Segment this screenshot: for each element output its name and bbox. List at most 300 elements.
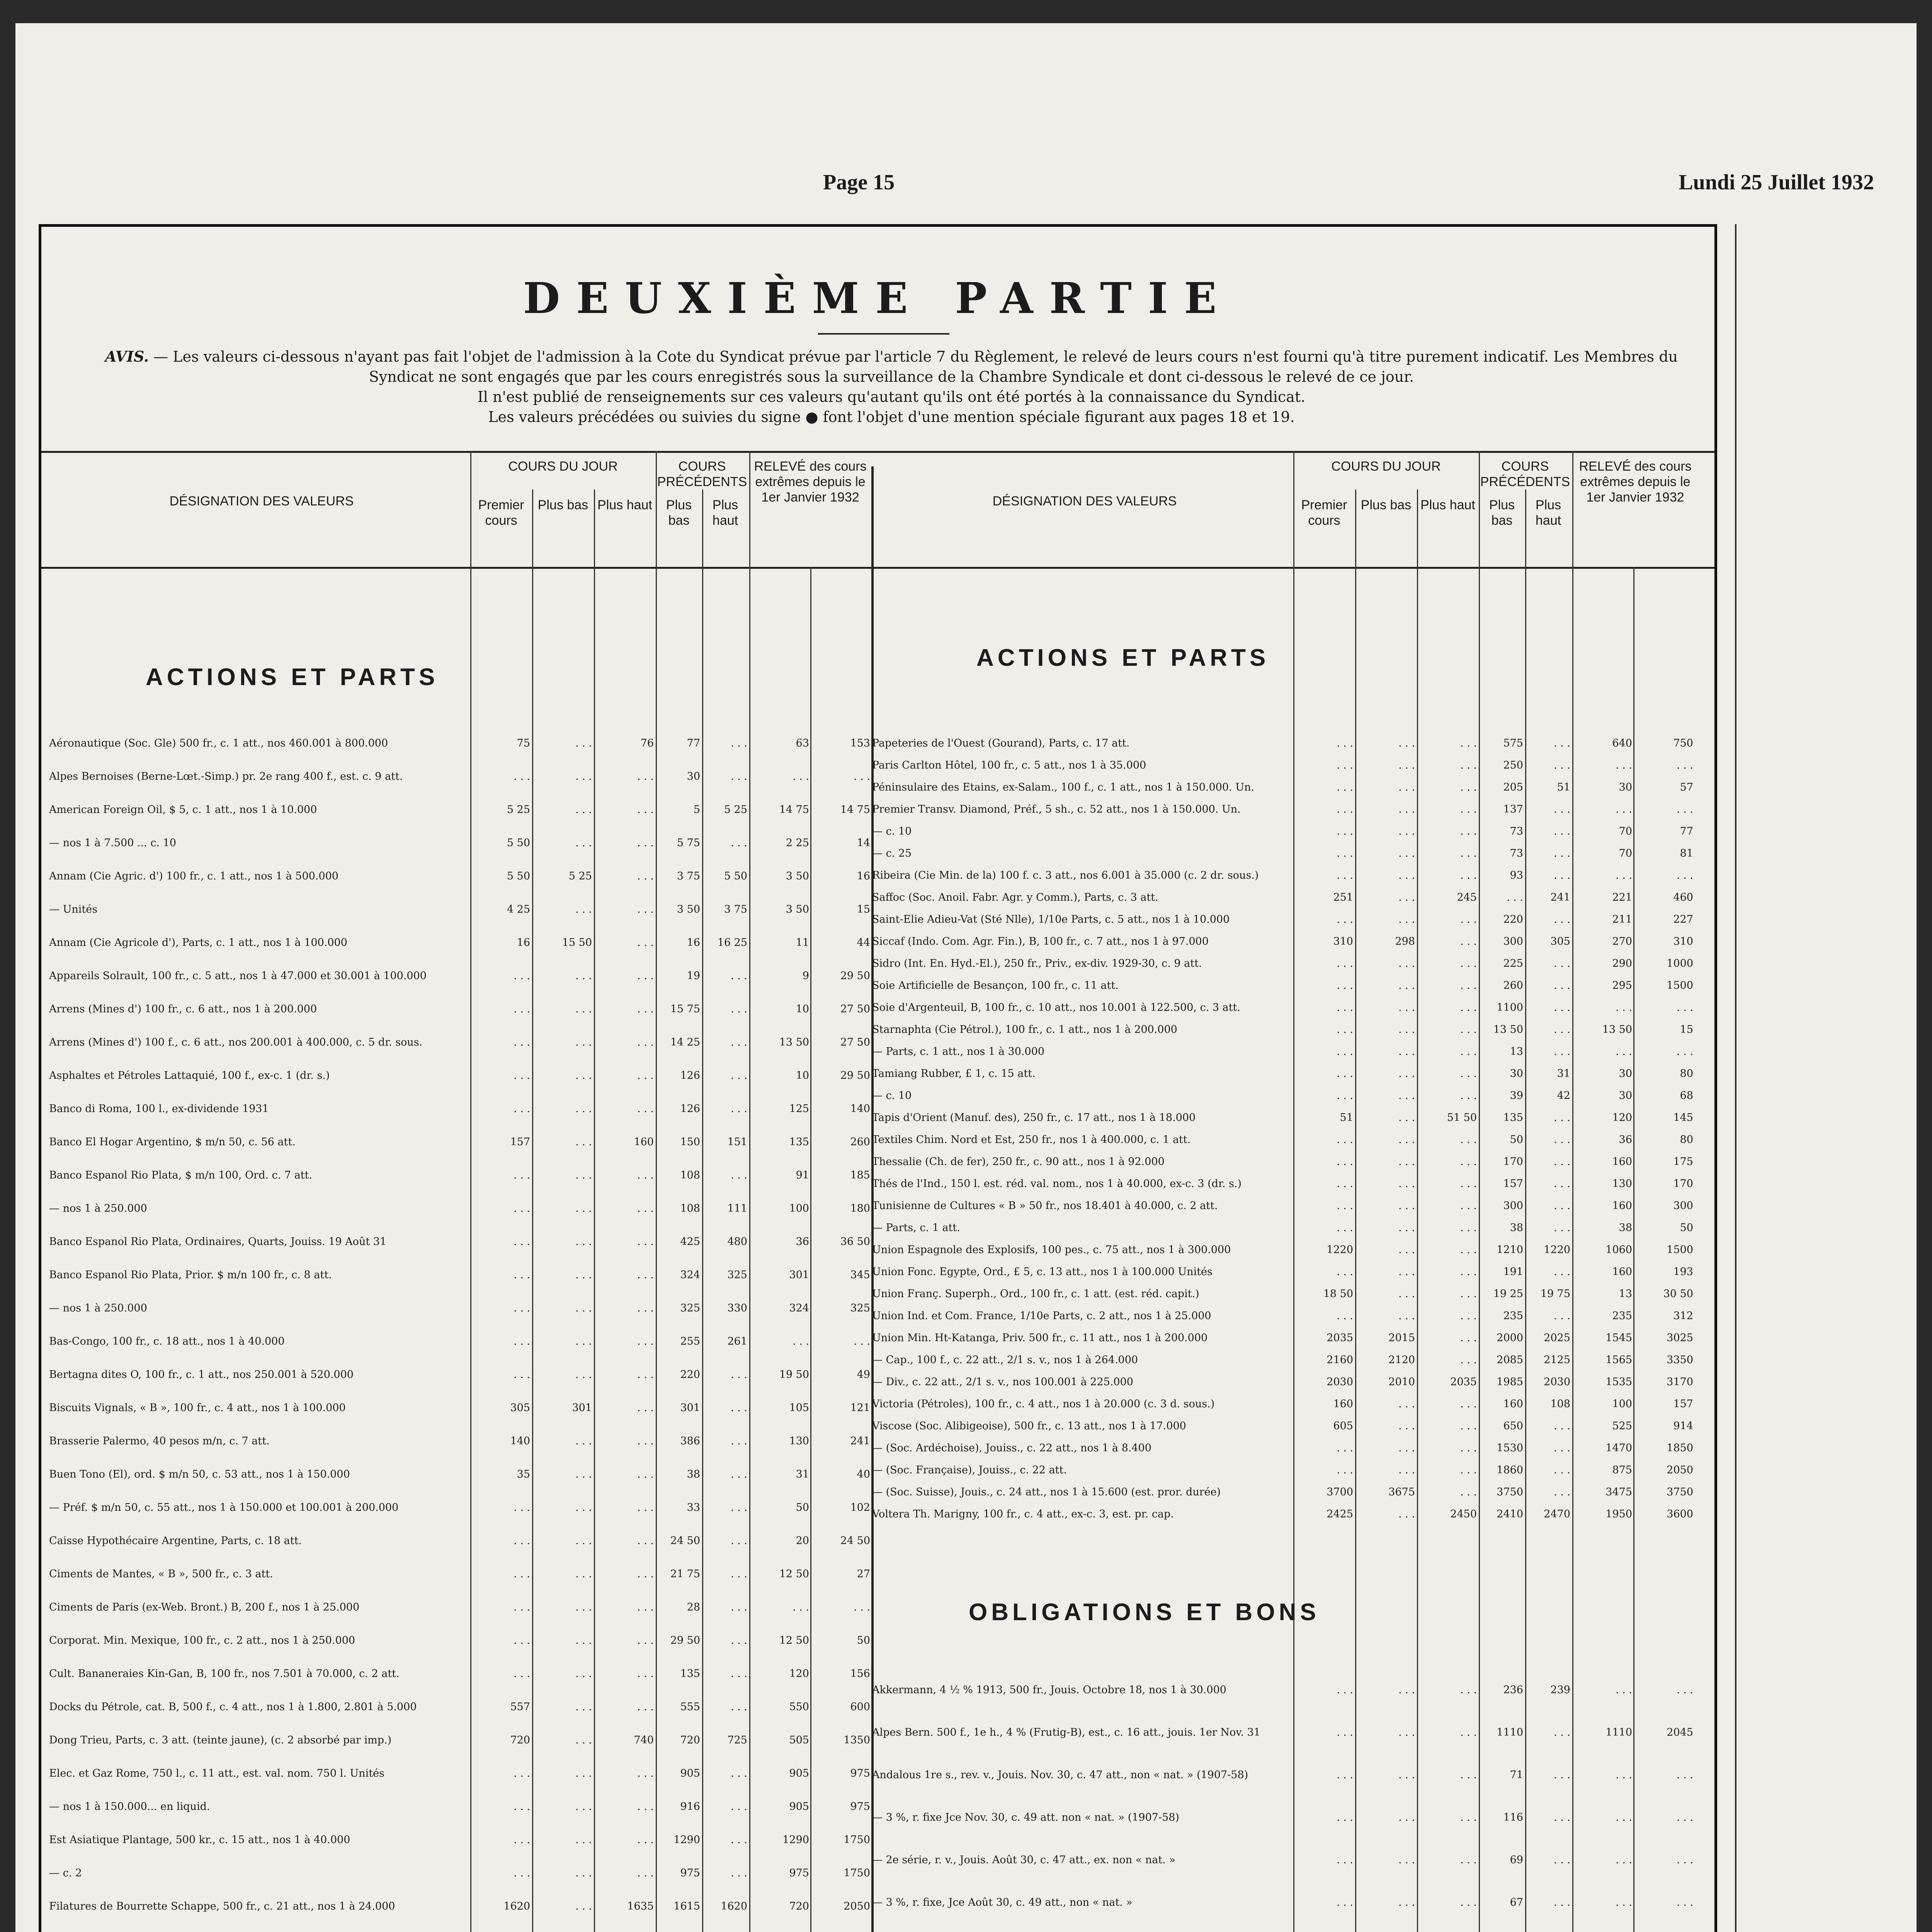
prev-plus-haut: 480 <box>727 1236 747 1248</box>
col-rule <box>470 451 471 1932</box>
plus-bas: . . . <box>575 1601 592 1613</box>
premier-cours: . . . <box>1337 1442 1353 1454</box>
releve-haut: 750 <box>1673 737 1693 749</box>
prev-plus-bas: 33 <box>687 1502 700 1514</box>
plus-bas: 301 <box>572 1402 592 1414</box>
security-name: Aéronautique (Soc. Gle) 500 fr., c. 1 att., nos 460.001 à 800.000 <box>49 737 388 749</box>
prev-plus-bas: 29 50 <box>670 1634 700 1646</box>
releve-haut: 180 <box>850 1202 870 1214</box>
releve-haut: . . . <box>854 1335 870 1347</box>
right-plus-bas-header: Plus bas <box>1361 498 1412 512</box>
releve-haut: . . . <box>854 1601 870 1613</box>
prev-plus-bas: 205 <box>1503 781 1523 793</box>
releve-haut: 185 <box>850 1169 870 1181</box>
prev-plus-haut: 725 <box>727 1734 747 1746</box>
releve-bas: 3 50 <box>786 870 809 882</box>
prev-plus-bas: 575 <box>1503 737 1523 749</box>
plus-haut: . . . <box>1460 869 1477 881</box>
releve-haut: 14 75 <box>840 804 870 816</box>
security-name: — 3 %, r. fixe, Jce Août 30, c. 49 att., non « nat. » <box>872 1896 1133 1908</box>
releve-haut: . . . <box>1677 1896 1693 1908</box>
security-name: Saffoc (Soc. Anoil. Fabr. Agr. y Comm.), Parts, c. 3 att. <box>872 891 1158 903</box>
releve-bas: 1470 <box>1605 1442 1632 1454</box>
prev-plus-haut: . . . <box>1554 1222 1570 1234</box>
plus-haut: . . . <box>1460 1726 1477 1738</box>
plus-bas: . . . <box>575 1269 592 1281</box>
premier-cours: 1220 <box>1327 1244 1353 1256</box>
prev-plus-haut: 111 <box>727 1202 747 1214</box>
releve-bas: 525 <box>1612 1420 1632 1432</box>
premier-cours: . . . <box>1337 781 1353 793</box>
prev-plus-haut: . . . <box>1554 1178 1570 1190</box>
prev-plus-bas: 160 <box>1503 1398 1523 1410</box>
releve-bas: . . . <box>1616 759 1632 771</box>
plus-haut: 245 <box>1457 891 1477 903</box>
premier-cours: . . . <box>1337 869 1353 881</box>
prev-plus-haut: . . . <box>1554 1156 1570 1168</box>
col-rule <box>532 490 533 1932</box>
left-cours-precedents-header: COURS PRÉCÉDENTS <box>657 459 747 489</box>
prev-plus-bas: 116 <box>1503 1811 1523 1823</box>
prev-plus-bas: 13 50 <box>1493 1024 1523 1036</box>
plus-bas: . . . <box>1398 1420 1415 1432</box>
releve-haut: 24 50 <box>840 1535 870 1547</box>
security-name: — 3 %, r. fixe Jce Nov. 30, c. 49 att. non « nat. » (1907-58) <box>872 1811 1179 1823</box>
premier-cours: 140 <box>510 1435 530 1447</box>
releve-haut: 15 <box>857 903 870 915</box>
plus-bas: . . . <box>575 1568 592 1580</box>
plus-bas: . . . <box>1398 1178 1415 1190</box>
releve-bas: 130 <box>1612 1178 1632 1190</box>
prev-plus-haut: . . . <box>731 1601 747 1613</box>
prev-plus-haut: 3 75 <box>724 903 747 915</box>
releve-haut: 975 <box>850 1767 870 1779</box>
security-name: — nos 1 à 150.000... en liquid. <box>49 1801 210 1813</box>
releve-haut: 227 <box>1673 913 1693 925</box>
prev-plus-bas: 220 <box>680 1369 700 1381</box>
plus-bas: . . . <box>575 1369 592 1381</box>
prev-plus-haut: . . . <box>1554 1266 1570 1278</box>
releve-haut: 50 <box>857 1634 870 1646</box>
releve-haut: 29 50 <box>840 970 870 982</box>
plus-bas: . . . <box>1398 825 1415 837</box>
premier-cours: . . . <box>514 1302 530 1314</box>
premier-cours: 1620 <box>503 1900 530 1912</box>
prev-plus-bas: . . . <box>1507 891 1523 903</box>
security-name: Akkermann, 4 ½ % 1913, 500 fr., Jouis. Octobre 18, nos 1 à 30.000 <box>872 1684 1226 1696</box>
plus-bas: . . . <box>1398 1134 1415 1146</box>
premier-cours: . . . <box>514 1867 530 1879</box>
premier-cours: . . . <box>514 1269 530 1281</box>
prev-plus-bas: 1100 <box>1497 1002 1523 1014</box>
prev-plus-haut: 241 <box>1550 891 1570 903</box>
releve-bas: . . . <box>1616 1896 1632 1908</box>
releve-bas: 1060 <box>1605 1244 1632 1256</box>
plus-bas: . . . <box>575 837 592 849</box>
left-prev-plus-haut-header: Plus haut <box>712 498 738 528</box>
releve-haut: 600 <box>850 1701 870 1713</box>
right-prev-plus-bas-header: Plus bas <box>1489 498 1515 528</box>
security-name: Banco Espanol Rio Plata, Prior. $ m/n 100 fr., c. 8 att. <box>49 1269 332 1281</box>
plus-bas: . . . <box>575 1103 592 1115</box>
col-rule <box>810 567 811 1932</box>
releve-bas: 70 <box>1619 825 1632 837</box>
prev-plus-bas: 135 <box>1503 1112 1523 1124</box>
security-name: Arrens (Mines d') 100 fr., c. 6 att., nos 1 à 200.000 <box>49 1003 317 1015</box>
notice-line-1: — Les valeurs ci-dessous n'ayant pas fait l'objet de l'admission à la Cote du Syndicat prévue par l'article 7 du Règlement, le relevé de leurs cours n'est fourni qu'à titre purement indicatif. Les Membres du <box>149 348 1678 365</box>
left-plus-haut-header: Plus haut <box>597 498 652 512</box>
releve-haut: 3170 <box>1667 1376 1693 1388</box>
prev-plus-bas: 650 <box>1503 1420 1523 1432</box>
releve-bas: 70 <box>1619 847 1632 859</box>
releve-haut: 975 <box>850 1801 870 1813</box>
prev-plus-haut: . . . <box>1554 1420 1570 1432</box>
plus-bas: . . . <box>1398 737 1415 749</box>
plus-bas: . . . <box>575 1734 592 1746</box>
premier-cours: . . . <box>514 1369 530 1381</box>
left-prev-plus-bas-header: Plus bas <box>666 498 692 528</box>
premier-cours: 557 <box>510 1701 530 1713</box>
releve-haut: 3600 <box>1667 1508 1693 1520</box>
releve-bas: . . . <box>793 1601 809 1613</box>
prev-plus-haut: 5 25 <box>724 804 747 816</box>
plus-haut: . . . <box>1460 825 1477 837</box>
prev-plus-haut: 1220 <box>1544 1244 1570 1256</box>
releve-bas: 13 50 <box>779 1036 809 1048</box>
plus-haut: . . . <box>1460 913 1477 925</box>
page-margin <box>1735 224 1910 1932</box>
releve-haut: 14 <box>857 837 870 849</box>
prev-plus-haut: 2030 <box>1544 1376 1570 1388</box>
prev-plus-bas: 30 <box>687 770 700 782</box>
releve-haut: 300 <box>1673 1200 1693 1212</box>
premier-cours: . . . <box>514 970 530 982</box>
releve-bas: . . . <box>1616 1046 1632 1058</box>
security-name: Annam (Cie Agricole d'), Parts, c. 1 att., nos 1 à 100.000 <box>49 937 347 949</box>
header-top-rule <box>41 451 1714 453</box>
prev-plus-haut: . . . <box>731 1435 747 1447</box>
prev-plus-haut: 51 <box>1557 781 1570 793</box>
plus-haut: . . . <box>1460 1178 1477 1190</box>
releve-bas: 12 50 <box>779 1568 809 1580</box>
plus-haut: . . . <box>1460 980 1477 992</box>
plus-bas: . . . <box>575 1834 592 1846</box>
releve-haut: 3025 <box>1667 1332 1693 1344</box>
prev-plus-bas: 324 <box>680 1269 700 1281</box>
premier-cours: . . . <box>1337 957 1353 969</box>
left-premier-header: Premier cours <box>478 498 524 528</box>
prev-plus-haut: 42 <box>1557 1090 1570 1102</box>
security-name: Victoria (Pétroles), 100 fr., c. 4 att., nos 1 à 20.000 (c. 3 d. sous.) <box>872 1398 1215 1410</box>
premier-cours: . . . <box>514 1335 530 1347</box>
releve-bas: 1290 <box>782 1834 809 1846</box>
prev-plus-bas: 93 <box>1510 869 1523 881</box>
plus-bas: . . . <box>1398 1896 1415 1908</box>
releve-haut: . . . <box>1677 1854 1693 1866</box>
prev-plus-haut: . . . <box>1554 1464 1570 1476</box>
plus-bas: . . . <box>575 1302 592 1314</box>
prev-plus-bas: 1860 <box>1497 1464 1523 1476</box>
releve-bas: 1545 <box>1605 1332 1632 1344</box>
premier-cours: . . . <box>514 1236 530 1248</box>
plus-haut: . . . <box>1460 1090 1477 1102</box>
security-name: — Préf. $ m/n 50, c. 55 att., nos 1 à 150.000 et 100.001 à 200.000 <box>49 1502 399 1514</box>
releve-haut: 81 <box>1680 847 1693 859</box>
title-rule <box>818 333 949 335</box>
premier-cours: 5 50 <box>507 870 530 882</box>
premier-cours: . . . <box>1337 1200 1353 1212</box>
prev-plus-bas: 16 <box>687 937 700 949</box>
right-premier-header: Premier cours <box>1301 498 1347 528</box>
premier-cours: . . . <box>1337 980 1353 992</box>
releve-haut: 140 <box>850 1103 870 1115</box>
plus-bas: . . . <box>575 1900 592 1912</box>
security-name: Tamiang Rubber, £ 1, c. 15 att. <box>872 1068 1036 1080</box>
plus-haut: . . . <box>637 1468 654 1480</box>
security-name: Banco Espanol Rio Plata, Ordinaires, Quarts, Jouiss. 19 Août 31 <box>49 1236 387 1248</box>
plus-haut: . . . <box>637 1834 654 1846</box>
col-rule <box>702 490 703 1932</box>
prev-plus-haut: 2125 <box>1544 1354 1570 1366</box>
plus-bas: . . . <box>1398 913 1415 925</box>
plus-haut: . . . <box>1460 1486 1477 1498</box>
plus-bas: . . . <box>575 1767 592 1779</box>
premier-cours: . . . <box>514 1036 530 1048</box>
security-name: Asphaltes et Pétroles Lattaquié, 100 f., ex-c. 1 (dr. s.) <box>49 1070 330 1082</box>
releve-bas: 2 25 <box>786 837 809 849</box>
plus-haut: . . . <box>637 1269 654 1281</box>
prev-plus-bas: 425 <box>680 1236 700 1248</box>
premier-cours: 2160 <box>1327 1354 1353 1366</box>
plus-bas: . . . <box>1398 1769 1415 1781</box>
premier-cours: . . . <box>514 1003 530 1015</box>
plus-haut: . . . <box>1460 1464 1477 1476</box>
releve-bas: 13 <box>1619 1288 1632 1300</box>
prev-plus-haut: . . . <box>731 737 747 749</box>
security-name: — nos 1 à 250.000 <box>49 1202 147 1214</box>
releve-haut: 1000 <box>1667 957 1693 969</box>
right-section-title: ACTIONS ET PARTS <box>976 645 1270 671</box>
notice-line-4: Les valeurs précédées ou suivies du signe ● font l'objet d'une mention spéciale figurant aux pages 18 et 19. <box>488 408 1295 425</box>
releve-bas: . . . <box>1616 1854 1632 1866</box>
premier-cours: . . . <box>1337 913 1353 925</box>
releve-haut: 325 <box>850 1302 870 1314</box>
plus-bas: . . . <box>575 1036 592 1048</box>
releve-bas: 221 <box>1612 891 1632 903</box>
releve-bas: 301 <box>789 1269 809 1281</box>
prev-plus-haut: . . . <box>731 1036 747 1048</box>
releve-haut: 312 <box>1673 1310 1693 1322</box>
security-name: Voltera Th. Marigny, 100 fr., c. 4 att., ex-c. 3, est. pr. cap. <box>872 1508 1174 1520</box>
plus-bas: . . . <box>1398 1222 1415 1234</box>
premier-cours: . . . <box>1337 1024 1353 1036</box>
prev-plus-bas: 235 <box>1503 1310 1523 1322</box>
prev-plus-bas: 191 <box>1503 1266 1523 1278</box>
releve-bas: 19 50 <box>779 1369 809 1381</box>
security-name: Caisse Hypothécaire Argentine, Parts, c. 18 att. <box>49 1535 302 1547</box>
releve-haut: 460 <box>1673 891 1693 903</box>
security-name: Ciments de Mantes, « B », 500 fr., c. 3 att. <box>49 1568 273 1580</box>
security-name: Ribeira (Cie Min. de la) 100 f. c. 3 att., nos 6.001 à 35.000 (c. 2 dr. sous.) <box>872 869 1259 881</box>
releve-haut: 1750 <box>844 1834 870 1846</box>
prev-plus-bas: 24 50 <box>670 1535 700 1547</box>
plus-haut: . . . <box>1460 1244 1477 1256</box>
security-name: Union Espagnole des Explosifs, 100 pes., c. 75 att., nos 1 à 300.000 <box>872 1244 1231 1256</box>
plus-haut: 2450 <box>1450 1508 1477 1520</box>
plus-haut: . . . <box>637 1568 654 1580</box>
releve-bas: 324 <box>789 1302 809 1314</box>
prev-plus-haut: . . . <box>731 770 747 782</box>
obligations-section-title: OBLIGATIONS ET BONS <box>969 1599 1320 1626</box>
prev-plus-haut: . . . <box>731 1867 747 1879</box>
releve-haut: 27 50 <box>840 1003 870 1015</box>
plus-haut: . . . <box>637 1369 654 1381</box>
plus-bas: . . . <box>1398 1200 1415 1212</box>
releve-haut: 44 <box>857 937 870 949</box>
plus-haut: . . . <box>1460 803 1477 815</box>
plus-haut: . . . <box>1460 759 1477 771</box>
security-name: — 2e série, r. v., Jouis. Août 30, c. 47 att., ex. non « nat. » <box>872 1854 1175 1866</box>
releve-bas: 135 <box>789 1136 809 1148</box>
security-name: Siccaf (Indo. Com. Agr. Fin.), B, 100 fr., c. 7 att., nos 1 à 97.000 <box>872 935 1209 947</box>
releve-bas: 13 50 <box>1602 1024 1632 1036</box>
releve-haut: 36 50 <box>840 1236 870 1248</box>
premier-cours: . . . <box>514 770 530 782</box>
releve-haut: 3750 <box>1667 1486 1693 1498</box>
plus-bas: . . . <box>1398 1156 1415 1168</box>
plus-haut: . . . <box>637 1070 654 1082</box>
security-name: — (Soc. Ardéchoise), Jouiss., c. 22 att., nos 1 à 8.400 <box>872 1442 1151 1454</box>
prev-plus-bas: 250 <box>1503 759 1523 771</box>
premier-cours: . . . <box>1337 759 1353 771</box>
releve-haut: 121 <box>850 1402 870 1414</box>
plus-bas: . . . <box>575 1701 592 1713</box>
prev-plus-bas: 13 <box>1510 1046 1523 1058</box>
releve-bas: . . . <box>1616 1769 1632 1781</box>
plus-haut: . . . <box>637 903 654 915</box>
plus-haut: . . . <box>1460 1200 1477 1212</box>
releve-bas: 905 <box>789 1801 809 1813</box>
prev-plus-bas: 260 <box>1503 980 1523 992</box>
plus-haut: . . . <box>637 1335 654 1347</box>
plus-bas: . . . <box>575 1468 592 1480</box>
plus-haut: . . . <box>1460 1684 1477 1696</box>
security-name: Bertagna dites O, 100 fr., c. 1 att., nos 250.001 à 520.000 <box>49 1369 354 1381</box>
plus-haut: . . . <box>637 1801 654 1813</box>
premier-cours: . . . <box>1337 1266 1353 1278</box>
security-name: American Foreign Oil, $ 5, c. 1 att., nos 1 à 10.000 <box>49 804 317 816</box>
prev-plus-bas: 1110 <box>1497 1726 1523 1738</box>
security-name: Bas-Congo, 100 fr., c. 18 att., nos 1 à 40.000 <box>49 1335 285 1347</box>
plus-bas: 2015 <box>1388 1332 1415 1344</box>
left-designation-header: DÉSIGNATION DES VALEURS <box>169 494 354 509</box>
prev-plus-bas: 905 <box>680 1767 700 1779</box>
plus-bas: . . . <box>1398 1244 1415 1256</box>
releve-haut: 193 <box>1673 1266 1693 1278</box>
releve-bas: 100 <box>789 1202 809 1214</box>
security-name: — c. 25 <box>872 847 912 859</box>
premier-cours: . . . <box>1337 1811 1353 1823</box>
premier-cours: 75 <box>517 737 530 749</box>
prev-plus-bas: 720 <box>680 1734 700 1746</box>
security-name: — c. 2 <box>49 1867 82 1879</box>
plus-bas: . . . <box>1398 1310 1415 1322</box>
security-name: Alpes Bern. 500 f., 1e h., 4 % (Frutig-B), est., c. 16 att., jouis. 1er Nov. 31 <box>872 1726 1260 1738</box>
plus-haut: 1635 <box>627 1900 654 1912</box>
prev-plus-bas: 301 <box>680 1402 700 1414</box>
prev-plus-haut: 5 50 <box>724 870 747 882</box>
releve-haut: 241 <box>850 1435 870 1447</box>
prev-plus-bas: 220 <box>1503 913 1523 925</box>
security-name: — c. 10 <box>872 825 912 837</box>
releve-bas: 720 <box>789 1900 809 1912</box>
plus-bas: . . . <box>1398 1266 1415 1278</box>
security-name: Paris Carlton Hôtel, 100 fr., c. 5 att., nos 1 à 35.000 <box>872 759 1146 771</box>
prev-plus-haut: . . . <box>731 837 747 849</box>
security-name: Biscuits Vignals, « B », 100 fr., c. 4 att., nos 1 à 100.000 <box>49 1402 346 1414</box>
plus-haut: . . . <box>1460 935 1477 947</box>
plus-bas: . . . <box>575 1070 592 1082</box>
plus-haut: 740 <box>634 1734 654 1746</box>
prev-plus-haut: . . . <box>731 1767 747 1779</box>
prev-plus-haut: . . . <box>1554 1442 1570 1454</box>
premier-cours: 310 <box>1333 935 1353 947</box>
plus-bas: . . . <box>1398 1854 1415 1866</box>
releve-bas: 550 <box>789 1701 809 1713</box>
plus-bas: 2120 <box>1388 1354 1415 1366</box>
plus-bas: . . . <box>575 804 592 816</box>
security-name: Thés de l'Ind., 150 l. est. réd. val. nom., nos 1 à 40.000, ex-c. 3 (dr. s.) <box>872 1178 1242 1190</box>
releve-bas: 30 <box>1619 1068 1632 1080</box>
plus-bas: . . . <box>575 1867 592 1879</box>
plus-bas: . . . <box>1398 1811 1415 1823</box>
prev-plus-bas: 1530 <box>1497 1442 1523 1454</box>
security-name: Sidro (Int. En. Hyd.-El.), 250 fr., Priv., ex-div. 1929-30, c. 9 att. <box>872 957 1202 969</box>
plus-bas: . . . <box>1398 891 1415 903</box>
security-name: — nos 1 à 7.500 ... c. 10 <box>49 837 176 849</box>
security-name: Corporat. Min. Mexique, 100 fr., c. 2 att., nos 1 à 250.000 <box>49 1634 355 1646</box>
releve-haut: 1750 <box>844 1867 870 1879</box>
plus-haut: . . . <box>1460 1896 1477 1908</box>
prev-plus-bas: 50 <box>1510 1134 1523 1146</box>
security-name: — c. 10 <box>872 1090 912 1102</box>
prev-plus-haut: . . . <box>1554 825 1570 837</box>
premier-cours: . . . <box>514 1169 530 1181</box>
prev-plus-bas: 300 <box>1503 935 1523 947</box>
premier-cours: . . . <box>1337 737 1353 749</box>
plus-haut: . . . <box>637 1634 654 1646</box>
premier-cours: 18 50 <box>1323 1288 1353 1300</box>
prev-plus-haut: . . . <box>1554 803 1570 815</box>
plus-haut: . . . <box>637 837 654 849</box>
security-name: Brasserie Palermo, 40 pesos m/n, c. 7 att. <box>49 1435 270 1447</box>
releve-bas: 30 <box>1619 1090 1632 1102</box>
plus-haut: . . . <box>637 770 654 782</box>
plus-haut: . . . <box>1460 957 1477 969</box>
plus-haut: . . . <box>637 937 654 949</box>
prev-plus-bas: 73 <box>1510 847 1523 859</box>
prev-plus-bas: 3750 <box>1497 1486 1523 1498</box>
premier-cours: . . . <box>514 1502 530 1514</box>
page-title: DEUXIÈME PARTIE <box>523 273 1233 323</box>
prev-plus-bas: 19 <box>687 970 700 982</box>
plus-bas: . . . <box>575 1136 592 1148</box>
security-name: — (Soc. Suisse), Jouis., c. 24 att., nos 1 à 15.600 (est. pror. durée) <box>872 1486 1221 1498</box>
releve-haut: . . . <box>1677 869 1693 881</box>
releve-haut: 80 <box>1680 1068 1693 1080</box>
security-name: Banco El Hogar Argentino, $ m/n 50, c. 56 att. <box>49 1136 296 1148</box>
plus-bas: . . . <box>1398 1684 1415 1696</box>
